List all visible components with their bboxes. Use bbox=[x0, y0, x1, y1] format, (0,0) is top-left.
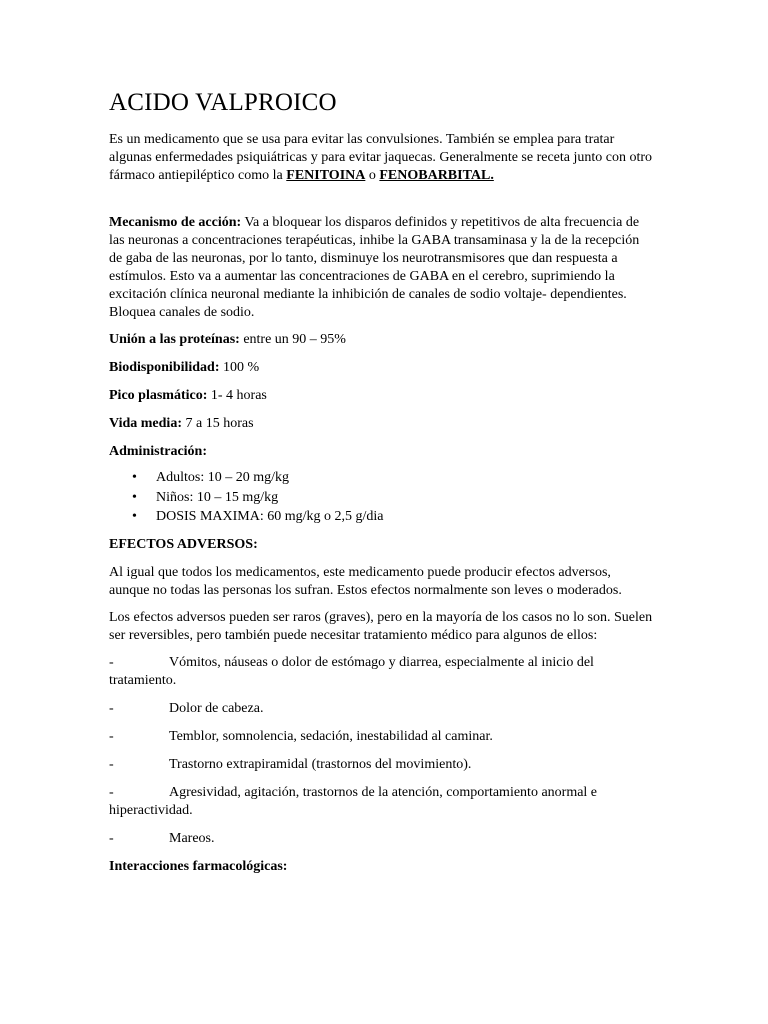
intro-text: Es un medicamento que se usa para evitar las convulsiones. También se emplea para tratar algunas enfermedades psiquiátricas y para evitar jaquecas. Generalmente se receta junto con otro fármaco antiepiléptico como la bbox=[109, 132, 653, 183]
property-value: 7 a 15 horas bbox=[181, 416, 254, 431]
list-item: • DOSIS MAXIMA: 60 mg/kg o 2,5 g/dia bbox=[156, 507, 654, 527]
property-label: Biodisponibilidad: bbox=[109, 360, 220, 375]
dash-marker: - bbox=[109, 830, 114, 846]
property-bioavailability bbox=[109, 359, 654, 377]
effect-item bbox=[109, 654, 654, 690]
intro-connector: o bbox=[365, 168, 380, 183]
mechanism-paragraph bbox=[109, 214, 654, 322]
effect-item bbox=[109, 756, 654, 774]
adverse-effects-heading bbox=[109, 536, 654, 554]
property-label: Pico plasmático: bbox=[109, 388, 208, 403]
mechanism-label: Mecanismo de acción: bbox=[109, 215, 242, 230]
property-value: 1- 4 horas bbox=[207, 388, 267, 403]
mechanism-text: Va a bloquear los disparos definidos y repetitivos de alta frecuencia de las neuronas a concentraciones terapéuticas, inhibe la GABA transaminasa y la de la recepción de gaba de las neuronas, por lo tanto, disminuye los neurotransmisores que dan respuesta a estímulos. Esto va a aumentar las concentraciones de GABA en el cerebro, suprimiendo la excitación clínica neuronal mediante la inhibición de canales de sodio voltaje- dependientes. Bloquea canales de sodio. bbox=[109, 215, 640, 320]
dash-marker: - bbox=[109, 654, 114, 670]
effect-text: Temblor, somnolencia, sedación, inestabilidad al caminar. bbox=[169, 728, 493, 744]
administration-label: Administración: bbox=[109, 444, 207, 459]
dash-marker: - bbox=[109, 784, 114, 800]
dash-marker: - bbox=[109, 728, 114, 744]
effect-text: Mareos. bbox=[169, 830, 215, 846]
dosage-list bbox=[109, 468, 654, 527]
dash-marker: - bbox=[109, 756, 114, 772]
dash-marker: - bbox=[109, 700, 114, 716]
property-label: Vida media: bbox=[109, 416, 182, 431]
effect-item bbox=[109, 830, 654, 848]
document-title: ACIDO VALPROICO bbox=[109, 89, 337, 116]
effect-text: Trastorno extrapiramidal (trastornos del movimiento). bbox=[169, 756, 472, 772]
adverse-paragraph-2: Los efectos adversos pueden ser raros (graves), pero en la mayoría de los casos no lo son. Suelen ser reversibles, pero también puede necesitar tratamiento médico para algunos de ellos: bbox=[109, 609, 653, 643]
drug-fenitoina: FENITOINA bbox=[286, 168, 366, 183]
adverse-paragraph-1: Al igual que todos los medicamentos, este medicamento puede producir efectos adversos, aunque no todas las personas los sufran. Estos efectos normalmente son leves o moderados. bbox=[109, 564, 622, 598]
intro-paragraph bbox=[109, 131, 654, 185]
property-value: 100 % bbox=[219, 360, 260, 375]
effect-item bbox=[109, 700, 654, 718]
effect-item bbox=[109, 784, 654, 820]
property-peak-plasma bbox=[109, 387, 654, 405]
property-half-life bbox=[109, 415, 654, 433]
interactions-heading bbox=[109, 858, 654, 876]
effect-text: Dolor de cabeza. bbox=[169, 700, 264, 716]
property-value: entre un 90 – 95% bbox=[239, 332, 346, 347]
interactions-label: Interacciones farmacológicas: bbox=[109, 858, 288, 874]
property-label: Unión a las proteínas: bbox=[109, 332, 240, 347]
drug-fenobarbital: FENOBARBITAL. bbox=[379, 168, 494, 183]
administration-heading bbox=[109, 443, 654, 461]
effect-text: Vómitos, náuseas o dolor de estómago y diarrea, especialmente al inicio del tratamiento. bbox=[109, 654, 594, 688]
list-item: • Adultos: 10 – 20 mg/kg bbox=[156, 468, 654, 488]
effect-item bbox=[109, 728, 654, 746]
effect-text: Agresividad, agitación, trastornos de la atención, comportamiento anormal e hiperactividad. bbox=[109, 784, 598, 818]
document-body bbox=[109, 88, 654, 876]
adverse-heading-text: EFECTOS ADVERSOS: bbox=[109, 536, 258, 552]
list-item: • Niños: 10 – 15 mg/kg bbox=[156, 488, 654, 508]
property-protein-binding bbox=[109, 331, 654, 349]
